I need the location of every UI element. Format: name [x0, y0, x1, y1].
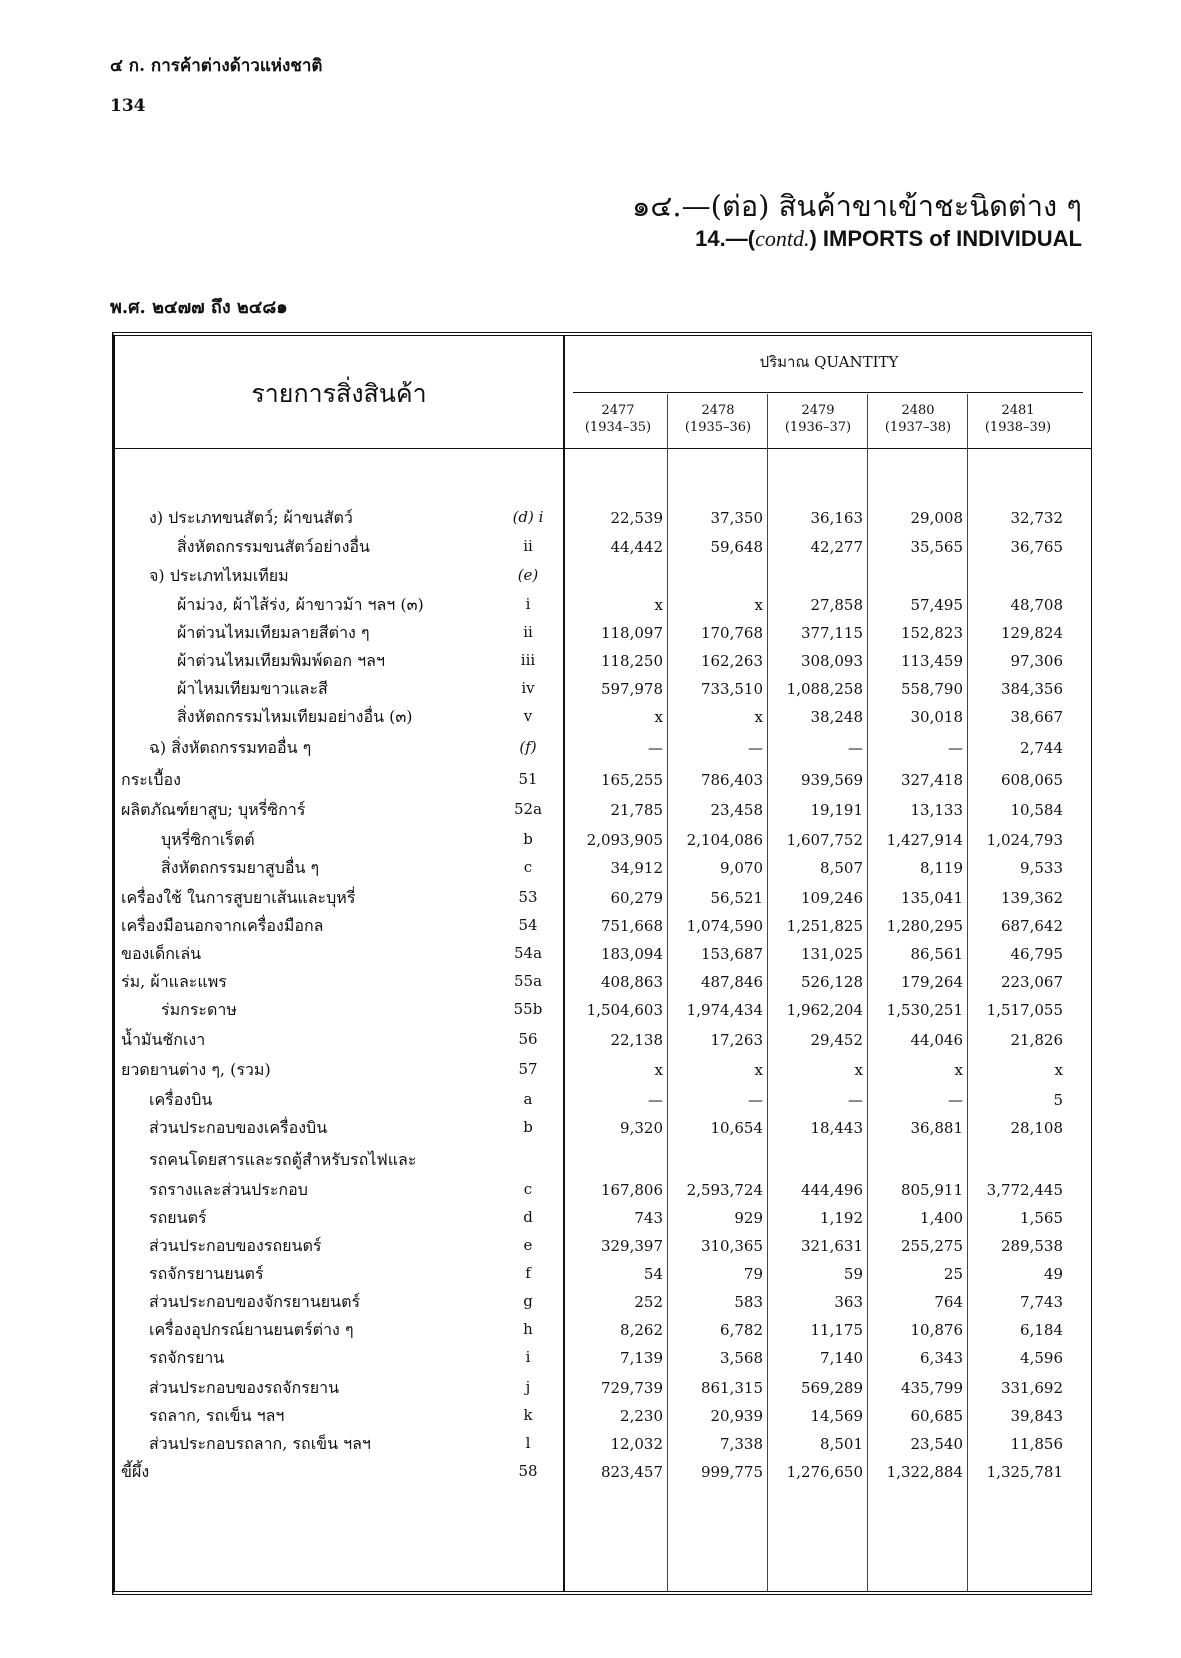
quantity-header: ปริมาณ QUANTITY: [759, 353, 899, 371]
row-code: v: [523, 707, 533, 725]
quantity-cell: 129,824: [1000, 624, 1063, 642]
quantity-cell: 32,732: [1010, 509, 1063, 527]
row-code: 52a: [513, 800, 543, 818]
quantity-cell: 7,743: [1020, 1293, 1063, 1311]
title-thai: ๑๔.—(ต่อ) สินค้าขาเข้าชะนิดต่าง ๆ: [632, 189, 1082, 223]
quantity-cell: 36,163: [810, 509, 863, 527]
quantity-cell: 8,119: [920, 859, 963, 877]
quantity-cell: 10,584: [1010, 801, 1063, 819]
quantity-cell: x: [1054, 1061, 1063, 1079]
quantity-cell: 35,565: [910, 538, 963, 556]
table-row: [115, 1206, 1091, 1232]
table-row: [115, 1088, 1091, 1114]
year-be: 2479: [801, 403, 835, 418]
quantity-cell: 20,939: [710, 1407, 763, 1425]
quantity-cell: 57,495: [910, 596, 963, 614]
year-be: 2478: [701, 403, 735, 418]
table-row: [115, 535, 1091, 561]
row-code: c: [523, 858, 533, 876]
row-label: ฉ) สิ่งหัตถกรรมทออื่น ๆ: [149, 738, 312, 757]
quantity-cell: 34,912: [610, 859, 663, 877]
quantity-cell: 1,276,650: [786, 1463, 863, 1481]
table-row: [115, 1432, 1091, 1458]
quantity-cell: 363: [834, 1293, 863, 1311]
row-code: iv: [521, 679, 535, 697]
quantity-cell: 86,561: [910, 945, 963, 963]
quantity-cell: 17,263: [710, 1031, 763, 1049]
quantity-cell: 764: [934, 1293, 963, 1311]
title-en-contd: contd.: [755, 226, 810, 251]
quantity-cell: 310,365: [700, 1237, 763, 1255]
quantity-cell: 113,459: [900, 652, 963, 670]
quantity-cell: 1,530,251: [886, 1001, 963, 1019]
quantity-cell: 7,338: [720, 1435, 763, 1453]
quantity-cell: 6,782: [720, 1321, 763, 1339]
table-row: [115, 768, 1091, 794]
row-code: b: [523, 1118, 533, 1136]
quantity-cell: 139,362: [1000, 889, 1063, 907]
quantity-cell: 435,799: [900, 1379, 963, 1397]
table-row: [115, 564, 1091, 590]
row-label: บุหรี่ซิกาเร็ตต์: [161, 830, 255, 849]
quantity-cell: 3,568: [720, 1349, 763, 1367]
quantity-cell: —: [948, 1091, 963, 1109]
table-row: [115, 914, 1091, 940]
row-label: ผ้าม่วง, ผ้าไส้ร่ง, ผ้าขาวม้า ฯลฯ (๓): [177, 595, 424, 614]
year-ad: (1938–39): [984, 420, 1052, 435]
row-label: รถคนโดยสารและรถตู้สำหรับรถไฟและ: [149, 1150, 417, 1169]
title-en-number: 14.—(: [695, 226, 756, 251]
table-row: [115, 1116, 1091, 1142]
table-row: [115, 1290, 1091, 1316]
quantity-cell: 331,692: [1000, 1379, 1063, 1397]
page-number: 134: [110, 96, 146, 116]
quantity-cell: 22,138: [610, 1031, 663, 1049]
quantity-cell: 39,843: [1010, 1407, 1063, 1425]
row-label: รถจักรยานยนตร์: [149, 1264, 264, 1283]
row-code: 55b: [513, 1000, 543, 1018]
row-label: ของเด็กเล่น: [121, 944, 202, 963]
quantity-cell: 289,538: [1000, 1237, 1063, 1255]
quantity-cell: 2,593,724: [686, 1181, 763, 1199]
row-code: (d) i: [512, 508, 544, 526]
quantity-cell: 583: [734, 1293, 763, 1311]
row-label: เครื่องอุปกรณ์ยานยนตร์ต่าง ๆ: [149, 1320, 354, 1339]
quantity-cell: 36,881: [910, 1119, 963, 1137]
quantity-cell: 1,280,295: [886, 917, 963, 935]
quantity-cell: 743: [634, 1209, 663, 1227]
table-row: [115, 677, 1091, 703]
quantity-header-rule: [573, 392, 1083, 393]
quantity-cell: —: [848, 739, 863, 757]
quantity-cell: 11,856: [1010, 1435, 1063, 1453]
quantity-cell: 1,251,825: [786, 917, 863, 935]
quantity-cell: 14,569: [810, 1407, 863, 1425]
row-label: สิ่งหัตถกรรมขนสัตว์อย่างอื่น: [177, 537, 370, 556]
row-label: ยวดยานต่าง ๆ, (รวม): [121, 1060, 271, 1079]
quantity-cell: x: [654, 708, 663, 726]
quantity-cell: 1,974,434: [686, 1001, 763, 1019]
quantity-cell: 687,642: [1000, 917, 1063, 935]
row-label: ส่วนประกอบรถลาก, รถเข็น ฯลฯ: [149, 1434, 371, 1453]
quantity-cell: 10,876: [910, 1321, 963, 1339]
quantity-cell: —: [748, 739, 763, 757]
row-code: h: [523, 1320, 533, 1338]
row-code: a: [523, 1090, 533, 1108]
table-row: [115, 1148, 1091, 1174]
table-row: [115, 1262, 1091, 1288]
quantity-cell: 1,192: [820, 1209, 863, 1227]
table-row: [115, 1404, 1091, 1430]
row-label: เครื่องใช้ ในการสูบยาเส้นและบุหรี่: [121, 888, 356, 907]
quantity-cell: 153,687: [700, 945, 763, 963]
quantity-cell: 1,565: [1020, 1209, 1063, 1227]
row-code: k: [523, 1406, 533, 1424]
table-row: [115, 856, 1091, 882]
year-ad: (1934–35): [584, 420, 652, 435]
row-code: ii: [523, 623, 533, 641]
quantity-cell: 733,510: [700, 680, 763, 698]
table-row: [115, 886, 1091, 912]
quantity-cell: x: [954, 1061, 963, 1079]
quantity-cell: 9,533: [1020, 859, 1063, 877]
row-code: 56: [518, 1030, 538, 1048]
quantity-cell: 162,263: [700, 652, 763, 670]
quantity-cell: 1,607,752: [786, 831, 863, 849]
row-code: (e): [517, 566, 539, 584]
quantity-cell: 109,246: [800, 889, 863, 907]
quantity-cell: 1,400: [920, 1209, 963, 1227]
quantity-cell: x: [854, 1061, 863, 1079]
table-row: [115, 998, 1091, 1024]
quantity-cell: 805,911: [900, 1181, 963, 1199]
table-row: [115, 970, 1091, 996]
year-header: [965, 402, 1071, 436]
quantity-cell: 12,032: [610, 1435, 663, 1453]
quantity-cell: 37,350: [710, 509, 763, 527]
row-code: iii: [520, 651, 536, 669]
quantity-cell: 252: [634, 1293, 663, 1311]
quantity-cell: 9,320: [620, 1119, 663, 1137]
row-label: ร่มกระดาษ: [161, 1000, 237, 1019]
quantity-cell: 19,191: [810, 801, 863, 819]
row-label: ผลิตภัณฑ์ยาสูบ; บุหรี่ซิการ์: [121, 800, 306, 819]
table-row: [115, 1376, 1091, 1402]
quantity-cell: 79: [743, 1265, 763, 1283]
quantity-cell: 42,277: [810, 538, 863, 556]
quantity-cell: 152,823: [900, 624, 963, 642]
table-row: [115, 1346, 1091, 1372]
quantity-cell: 444,496: [800, 1181, 863, 1199]
row-code: d: [523, 1208, 533, 1226]
quantity-cell: 8,501: [820, 1435, 863, 1453]
quantity-cell: 22,539: [610, 509, 663, 527]
quantity-cell: 608,065: [1000, 771, 1063, 789]
section-header: ๔ ก. การค้าต่างด้าวแห่งชาติ: [110, 56, 323, 76]
table-row: [115, 942, 1091, 968]
row-code: 53: [518, 888, 538, 906]
quantity-cell: 8,507: [820, 859, 863, 877]
quantity-cell: x: [754, 708, 763, 726]
row-code: f: [525, 1264, 531, 1282]
row-code: 54: [518, 916, 538, 934]
quantity-cell: 1,427,914: [886, 831, 963, 849]
quantity-cell: 170,768: [700, 624, 763, 642]
quantity-cell: —: [648, 739, 663, 757]
quantity-cell: 6,343: [920, 1349, 963, 1367]
quantity-cell: 321,631: [800, 1237, 863, 1255]
quantity-cell: 59: [843, 1265, 863, 1283]
quantity-cell: 60,685: [910, 1407, 963, 1425]
quantity-cell: 28,108: [1010, 1119, 1063, 1137]
year-ad: (1937–38): [884, 420, 952, 435]
quantity-cell: 327,418: [900, 771, 963, 789]
quantity-cell: 526,128: [800, 973, 863, 991]
quantity-cell: 2,744: [1020, 739, 1063, 757]
row-label: สิ่งหัตถกรรมยาสูบอื่น ๆ: [161, 858, 320, 877]
quantity-cell: 1,517,055: [986, 1001, 1063, 1019]
quantity-cell: 8,262: [620, 1321, 663, 1339]
year-header: [865, 402, 971, 436]
row-label: กระเบื้อง: [121, 770, 181, 789]
quantity-cell: 59,648: [710, 538, 763, 556]
year-ad: (1935–36): [684, 420, 752, 435]
quantity-cell: 1,088,258: [786, 680, 863, 698]
year-header: [765, 402, 871, 436]
quantity-cell: —: [748, 1091, 763, 1109]
period-label: พ.ศ. ๒๔๗๗ ถึง ๒๔๘๑: [110, 297, 288, 318]
quantity-cell: 165,255: [600, 771, 663, 789]
quantity-cell: 4,596: [1020, 1349, 1063, 1367]
year-be: 2481: [1001, 403, 1035, 418]
quantity-cell: 255,275: [900, 1237, 963, 1255]
table-row: [115, 1028, 1091, 1054]
row-code: 57: [518, 1060, 538, 1078]
row-code: 58: [518, 1462, 538, 1480]
quantity-cell: 6,184: [1020, 1321, 1063, 1339]
quantity-cell: 1,504,603: [586, 1001, 663, 1019]
quantity-cell: x: [754, 596, 763, 614]
quantity-cell: 21,826: [1010, 1031, 1063, 1049]
row-label: ขี้ผึ้ง: [121, 1462, 150, 1481]
quantity-cell: 308,093: [800, 652, 863, 670]
quantity-cell: 2,230: [620, 1407, 663, 1425]
row-label: เครื่องบิน: [149, 1090, 213, 1109]
year-column-divider: [867, 394, 868, 1591]
year-column-divider: [967, 394, 968, 1591]
quantity-cell: 30,018: [910, 708, 963, 726]
table-row: [115, 621, 1091, 647]
year-column-divider: [767, 394, 768, 1591]
row-label: ผ้าต่วนไหมเทียมลายสีต่าง ๆ: [177, 623, 370, 642]
items-column-header: รายการสิ่งสินค้า: [251, 379, 427, 408]
quantity-cell: 21,785: [610, 801, 663, 819]
row-label: รถจักรยาน: [149, 1348, 225, 1367]
year-be: 2480: [901, 403, 935, 418]
quantity-cell: 1,074,590: [686, 917, 763, 935]
quantity-cell: 408,863: [600, 973, 663, 991]
year-header: [665, 402, 771, 436]
title-english: [560, 226, 1082, 252]
year-be: 2477: [601, 403, 635, 418]
row-label: ผ้าต่วนไหมเทียมพิมพ์ดอก ฯลฯ: [177, 651, 385, 670]
quantity-cell: 223,067: [1000, 973, 1063, 991]
table-row: [115, 1058, 1091, 1084]
row-label: ส่วนประกอบของจักรยานยนตร์: [149, 1292, 361, 1311]
quantity-cell: 27,858: [810, 596, 863, 614]
quantity-cell: 25: [943, 1265, 963, 1283]
quantity-cell: 999,775: [700, 1463, 763, 1481]
table-row: [115, 798, 1091, 824]
quantity-cell: 18,443: [810, 1119, 863, 1137]
row-code: c: [523, 1180, 533, 1198]
quantity-cell: 183,094: [600, 945, 663, 963]
quantity-cell: 179,264: [900, 973, 963, 991]
quantity-cell: 569,289: [800, 1379, 863, 1397]
quantity-cell: 2,093,905: [586, 831, 663, 849]
table-row: [115, 1178, 1091, 1204]
quantity-cell: 56,521: [710, 889, 763, 907]
table-row: [115, 828, 1091, 854]
title-en-rest: ) IMPORTS of INDIVIDUAL: [809, 226, 1082, 251]
year-header: [565, 402, 671, 436]
quantity-cell: x: [654, 596, 663, 614]
quantity-cell: —: [848, 1091, 863, 1109]
quantity-cell: 29,452: [810, 1031, 863, 1049]
quantity-cell: 558,790: [900, 680, 963, 698]
quantity-cell: 939,569: [800, 771, 863, 789]
row-code: (f): [519, 738, 537, 756]
header-rule: [115, 448, 1091, 449]
quantity-cell: 1,024,793: [986, 831, 1063, 849]
table-row: [115, 1318, 1091, 1344]
row-label: เครื่องมือนอกจากเครื่องมือกล: [121, 916, 324, 935]
row-label: สิ่งหัตถกรรมไหมเทียมอย่างอื่น (๓): [177, 707, 413, 726]
quantity-cell: 167,806: [600, 1181, 663, 1199]
quantity-cell: 38,667: [1010, 708, 1063, 726]
row-label: รถรางและส่วนประกอบ: [149, 1180, 308, 1199]
quantity-cell: 49: [1043, 1265, 1063, 1283]
row-code: b: [523, 830, 533, 848]
quantity-cell: 786,403: [700, 771, 763, 789]
table-row: [115, 705, 1091, 731]
row-code: l: [525, 1434, 531, 1452]
quantity-cell: 118,097: [600, 624, 663, 642]
quantity-cell: 36,765: [1010, 538, 1063, 556]
quantity-cell: 5: [1053, 1091, 1063, 1109]
quantity-cell: 487,846: [700, 973, 763, 991]
row-code: 54a: [513, 944, 543, 962]
row-label: รถลาก, รถเข็น ฯลฯ: [149, 1406, 285, 1425]
quantity-cell: 60,279: [610, 889, 663, 907]
quantity-cell: 46,795: [1010, 945, 1063, 963]
quantity-cell: 131,025: [800, 945, 863, 963]
row-code: g: [523, 1292, 533, 1310]
year-column-divider: [667, 394, 668, 1591]
quantity-cell: 377,115: [800, 624, 863, 642]
quantity-cell: 38,248: [810, 708, 863, 726]
quantity-cell: 23,458: [710, 801, 763, 819]
row-label: ส่วนประกอบของรถยนตร์: [149, 1236, 322, 1255]
quantity-cell: 861,315: [700, 1379, 763, 1397]
quantity-cell: 329,397: [600, 1237, 663, 1255]
quantity-cell: 10,654: [710, 1119, 763, 1137]
row-label: ส่วนประกอบของรถจักรยาน: [149, 1378, 340, 1397]
quantity-cell: x: [754, 1061, 763, 1079]
quantity-cell: 44,046: [910, 1031, 963, 1049]
year-ad: (1936–37): [784, 420, 852, 435]
row-code: j: [525, 1378, 531, 1396]
row-code: i: [525, 1348, 531, 1366]
table-row: [115, 593, 1091, 619]
table-row: [115, 1460, 1091, 1486]
table-row: [115, 649, 1091, 675]
row-code: 51: [518, 770, 538, 788]
table-row: [115, 1234, 1091, 1260]
table-row: [115, 506, 1091, 532]
quantity-cell: —: [948, 739, 963, 757]
row-code: 55a: [513, 972, 543, 990]
quantity-cell: 7,140: [820, 1349, 863, 1367]
row-label: ส่วนประกอบของเครื่องบิน: [149, 1118, 328, 1137]
row-code: i: [525, 595, 531, 613]
quantity-cell: 118,250: [600, 652, 663, 670]
row-label: ง) ประเภทขนสัตว์; ผ้าขนสัตว์: [149, 508, 353, 527]
quantity-cell: 7,139: [620, 1349, 663, 1367]
quantity-cell: 97,306: [1010, 652, 1063, 670]
quantity-cell: 29,008: [910, 509, 963, 527]
quantity-cell: 3,772,445: [986, 1181, 1063, 1199]
quantity-cell: 1,322,884: [886, 1463, 963, 1481]
quantity-cell: 823,457: [600, 1463, 663, 1481]
row-code: e: [523, 1236, 533, 1254]
quantity-cell: 751,668: [600, 917, 663, 935]
row-code: ii: [523, 537, 533, 555]
row-label: รถยนตร์: [149, 1208, 207, 1227]
quantity-cell: 13,133: [910, 801, 963, 819]
quantity-cell: 23,540: [910, 1435, 963, 1453]
quantity-cell: 54: [643, 1265, 663, 1283]
row-label: จ) ประเภทไหมเทียม: [149, 566, 289, 585]
quantity-cell: 135,041: [900, 889, 963, 907]
quantity-cell: 48,708: [1010, 596, 1063, 614]
quantity-cell: x: [654, 1061, 663, 1079]
quantity-cell: 1,325,781: [986, 1463, 1063, 1481]
table-row: [115, 736, 1091, 762]
row-label: น้ำมันชักเงา: [121, 1030, 206, 1049]
quantity-cell: 729,739: [600, 1379, 663, 1397]
quantity-cell: 2,104,086: [686, 831, 763, 849]
quantity-cell: 384,356: [1000, 680, 1063, 698]
quantity-cell: 597,978: [600, 680, 663, 698]
quantity-cell: 929: [734, 1209, 763, 1227]
row-label: ร่ม, ผ้าและแพร: [121, 972, 227, 991]
quantity-cell: 11,175: [810, 1321, 863, 1339]
quantity-cell: 1,962,204: [786, 1001, 863, 1019]
imports-table: [112, 332, 1092, 1595]
quantity-cell: —: [648, 1091, 663, 1109]
row-label: ผ้าไหมเทียมขาวและสี: [177, 679, 328, 698]
quantity-cell: 9,070: [720, 859, 763, 877]
quantity-cell: 44,442: [610, 538, 663, 556]
